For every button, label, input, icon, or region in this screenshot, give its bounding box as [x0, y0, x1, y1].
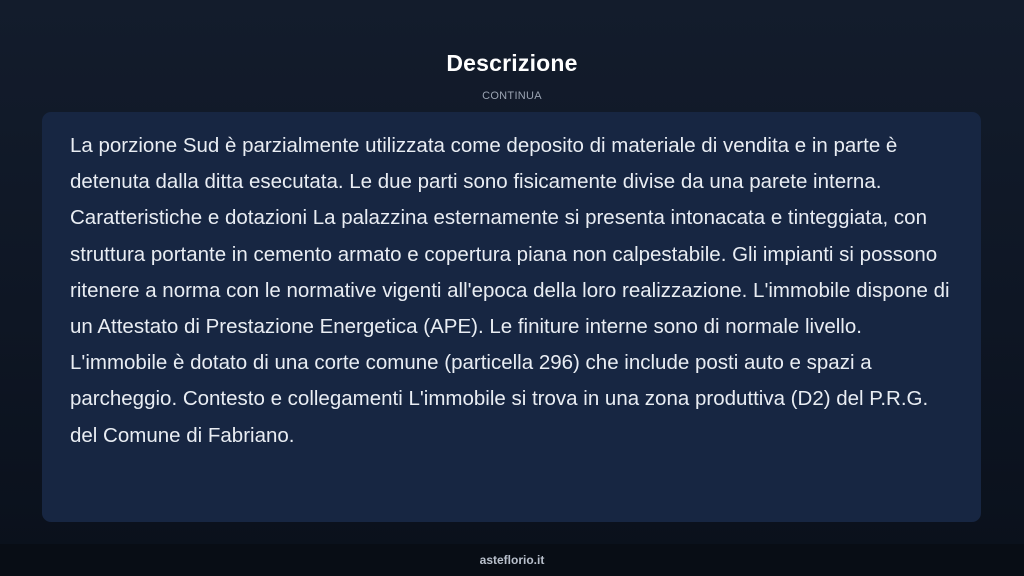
brand-label: asteflorio.it: [479, 553, 545, 567]
page-title: Descrizione: [446, 50, 578, 76]
description-card: [42, 112, 981, 522]
description-text: La porzione Sud è parzialmente utilizzata come deposito di materiale di vendita e in parte è detenuta dalla ditta esecutata. Le due parti sono fisicamente divise da una parete interna. Caratteristiche e dotazioni La palazzina esternamente si presenta intonacata e tinteggiata, con struttura portante in cemento armato e copertura piana non calpestabile. Gli impianti si possono ritenere a norma con le normative vigenti all'epoca della loro realizzazione. L'immobile dispone di un Attestato di Prestazione Energetica (APE). Le finiture interne sono di normale livello. L'immobile è dotato di una corte comune (particella 296) che include posti auto e spazi a parcheggio. Contesto e collegamenti L'immobile si trova in una zona produttiva (D2) del P.R.G. del Comune di Fabriano.: [70, 134, 950, 447]
footer-bar: [0, 544, 1024, 576]
continue-label: CONTINUA: [482, 90, 542, 102]
